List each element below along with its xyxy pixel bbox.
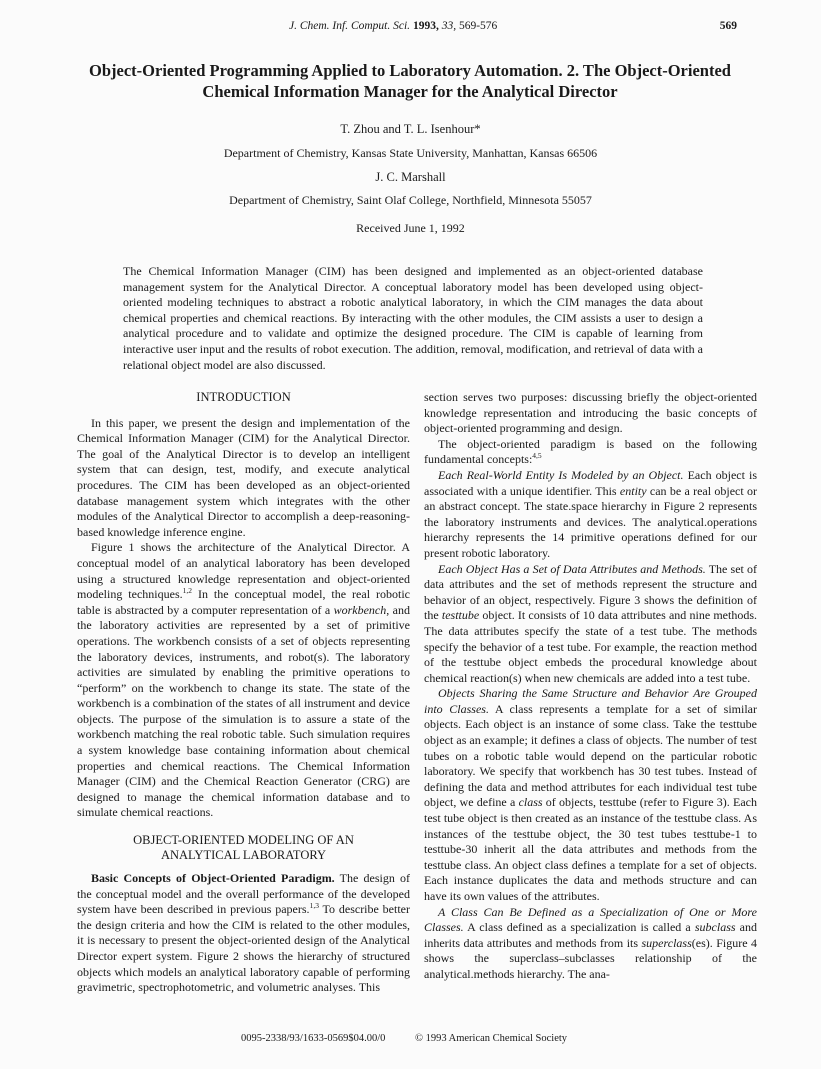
text-run: (es). Figure 4 shows the superclass–subclasses relationship of the analytical.methods hierarchy. The ana- bbox=[424, 935, 757, 981]
emphasis-term: workbench bbox=[333, 602, 387, 617]
journal-pages: 569-576 bbox=[458, 20, 498, 32]
text-run: The design of the conceptual model and the overall performance of the developed system have been described in previous papers. bbox=[77, 871, 410, 917]
concept-paragraph-3 bbox=[424, 686, 757, 904]
journal-citation bbox=[289, 20, 497, 32]
reference-superscript: 1,2 bbox=[182, 586, 192, 596]
article-title: Object-Oriented Programming Applied to Laboratory Automation. 2. The Object-Oriented Chemical Information Manager for the Analytical Director bbox=[89, 61, 731, 101]
text-run: of objects, testtube (refer to Figure 3). Each test tube object is then created as an instance of the testtube class. As instances of the testtube object, the 30 test tubes testtube-1 to testtube-30 inherit all the data attributes and methods from the testtube class. An object class defines a template for a set of objects. Each instance duplicates the data and methods structure and can have its own values of the attributes. bbox=[424, 795, 758, 903]
intro-paragraph-1: In this paper, we present the design and implementation of the Chemical Information Manager (CIM) for the Analytical Director. The goal of the Analytical Director is to develop an intelligent system that can design, test, modify, and execute analytical procedures. The CIM has been developed as an object-oriented database management system which integrates with the other modules of the Analytical Director to accomplish a deep-reasoning-based knowledge inference engine. bbox=[77, 415, 410, 539]
text-run: , and the laboratory activities are represented by a set of primitive operations. The workbench consists of a set of objects representing the laboratory devices, instruments, and robot(s). The laboratory activities are simulated by enabling the primitive operations to “perform” on the workbench to change its state. The state of the workbench is a combination of the states of all instrument and device objects. The purpose of the simulation is to assure a state of the workbench matching the real robotic table. Such simulation requires a system knowledge base containing information about chemical properties and chemical reactions. The Chemical Information Manager (CIM) and the Chemical Reaction Generator (CRG) are designed to manage the chemical information database and to simulate chemical reactions. bbox=[77, 602, 411, 820]
text-run: A class defined as a specialization is called a bbox=[463, 920, 695, 935]
concept-paragraph-2 bbox=[424, 562, 757, 687]
text-run: To describe better the design criteria and how the CIM is related to the other modules, it is necessary to present the object-oriented design of the Analytical Director expert system. Figure 2 shows the hierarchy of structured objects which models an analytical laboratory capable of performing gravimetric, spectrophotometric, and volumetric analyses. This bbox=[77, 902, 410, 995]
journal-year: 1993, bbox=[412, 20, 439, 32]
concept-lead: Each Real-World Entity Is Modeled by an Object. bbox=[438, 467, 684, 482]
affiliation-secondary: Department of Chemistry, Saint Olaf College, Northfield, Minnesota 55057 bbox=[229, 193, 592, 207]
section-heading-introduction: INTRODUCTION bbox=[196, 390, 291, 404]
text-run: object. It consists of 10 data attributes and nine methods. The data attributes specify the state of a test tube. The methods specify the behavior of a test tube. For example, the reaction method of the testtube object embeds the procedural knowledge about chemical reaction(s) when new chemicals are added into a test tube. bbox=[424, 608, 757, 685]
subsection-lead: Basic Concepts of Object-Oriented Paradigm. bbox=[91, 871, 335, 886]
right-column bbox=[424, 390, 757, 983]
text-run: The object-oriented paradigm is based on the following fundamental concepts: bbox=[424, 436, 757, 467]
concept-lead: Objects Sharing the Same Structure and Behavior Are Grouped into Classes. bbox=[424, 686, 757, 716]
abstract: The Chemical Information Manager (CIM) has been designed and implemented as an object-oriented database management system for the Analytical Director. A conceptual laboratory model has been developed using object-oriented modeling techniques to abstract a robotic analytical laboratory, in which the CIM manages the data about chemical properties and chemical reactions. By interacting with the other modules, the CIM assists a user to design a analytical procedure and to validate and optimize the designed procedure. The CIM is capable of learning from interactive user input and the results of robot execution. The addition, removal, modification, and retrieval of data with a relational object model are also discussed. bbox=[123, 264, 703, 372]
emphasis-term: entity bbox=[619, 483, 647, 498]
section-heading-oo-modeling bbox=[77, 833, 410, 863]
authors-secondary: J. C. Marshall bbox=[375, 170, 446, 184]
concept-lead: A Class Can Be Defined as a Specialization of One or More Classes. bbox=[424, 904, 757, 935]
emphasis-term: superclass bbox=[641, 935, 692, 950]
article-code: 0095-2338/93/1633-0569$04.00/0 bbox=[241, 1033, 386, 1044]
emphasis-term: class bbox=[518, 795, 543, 810]
journal-volume: 33, bbox=[441, 20, 457, 32]
emphasis-term: subclass bbox=[694, 920, 736, 935]
concept-paragraph-4 bbox=[424, 905, 757, 983]
authors-primary: T. Zhou and T. L. Isenhour* bbox=[340, 122, 481, 136]
text-run: Each object is associated with a unique identifier. This bbox=[424, 467, 757, 498]
text-run: can be a real object or an abstract concept. The state.space hierarchy in Figure 2 represents the laboratory instruments and devices. The analytical.operations hierarchy represents the 14 primitive operations defined for our present robotic laboratory. bbox=[424, 483, 757, 560]
concept-paragraph-1 bbox=[424, 468, 757, 562]
copyright-notice: © 1993 American Chemical Society bbox=[415, 1033, 568, 1044]
text-run: The set of data attributes and the set of methods represent the structure and behavior of an object, respectively. Figure 3 shows the definition of the bbox=[424, 561, 758, 623]
heading-line: OBJECT-ORIENTED MODELING OF AN bbox=[133, 833, 354, 848]
oo-paragraph-1 bbox=[77, 871, 410, 996]
affiliation-primary: Department of Chemistry, Kansas State University, Manhattan, Kansas 66506 bbox=[223, 146, 598, 160]
left-column bbox=[77, 390, 410, 996]
right-paragraph-continued: section serves two purposes: discussing briefly the object-oriented knowledge representation and introducing the basic concepts of object-oriented programming and design. bbox=[424, 390, 757, 436]
concept-lead: Each Object Has a Set of Data Attributes and Methods. bbox=[438, 561, 706, 576]
heading-line: ANALYTICAL LABORATORY bbox=[160, 848, 327, 863]
page-number: 569 bbox=[719, 20, 737, 32]
concepts-intro-paragraph bbox=[424, 437, 757, 468]
journal-name: J. Chem. Inf. Comput. Sci. bbox=[289, 20, 411, 32]
text-run: Figure 1 shows the architecture of the Analytical Director. A conceptual model of an analytical laboratory has been developed using a structured knowledge representation and object-oriented modeling techniques. bbox=[77, 540, 410, 602]
reference-superscript: 1,3 bbox=[309, 901, 319, 911]
text-run: and inherits data attributes and methods from its bbox=[424, 920, 757, 950]
intro-paragraph-2 bbox=[77, 540, 410, 821]
text-run: A class represents a template for a set of similar objects. Each object is an instance of some class. Take the testtube object as an example; it defines a class of objects. The number of test tubes on a robotic table would depend on the particular robotic laboratory. We specify that workbench has 30 test tubes. Instead of defining the data and method attributes for each individual test tube object, we define a bbox=[424, 701, 757, 810]
reference-superscript: 4,5 bbox=[532, 451, 542, 461]
emphasis-term: testtube bbox=[441, 608, 480, 623]
received-date: Received June 1, 1992 bbox=[356, 221, 465, 235]
text-run: In the conceptual model, the real robotic table is abstracted by a computer representation of a bbox=[77, 587, 410, 617]
